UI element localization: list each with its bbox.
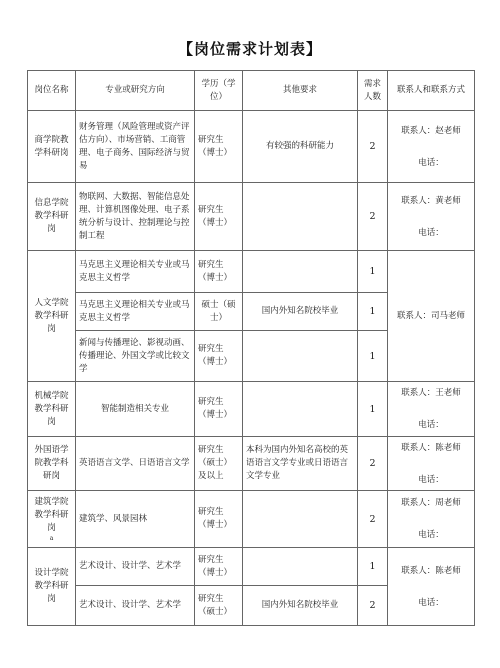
post-name: 外国语学院教学科研岗 [28, 437, 76, 491]
table-row [28, 437, 475, 491]
degree-cell: 研究生（博士） [195, 331, 243, 382]
degree-cell: 研究生（硕士） [195, 586, 243, 626]
post-name-tag: a [49, 534, 54, 542]
other-requirements: 本科为国内外知名高校的英语语言文学专业或日语语言文学专业 [243, 437, 358, 491]
header-other: 其他要求 [243, 71, 358, 111]
post-name: 设计学院教学科研岗 [28, 548, 76, 626]
table-row [28, 382, 475, 437]
post-name: 人文学院教学科研岗 [28, 251, 76, 382]
contact-person: 联系人：赵老师 [401, 125, 461, 136]
degree-cell: 研究生（博士） [195, 183, 243, 251]
post-name: 建筑学院教学科研岗 [34, 496, 69, 533]
headcount: 2 [358, 586, 388, 626]
major-cell: 智能制造相关专业 [76, 382, 195, 437]
degree-cell: 研究生（博士） [195, 382, 243, 437]
contact-cell [388, 491, 475, 548]
contact-person: 联系人：黄老师 [401, 195, 461, 206]
contact-cell [388, 548, 475, 626]
headcount: 1 [358, 548, 388, 586]
contact-cell [388, 111, 475, 183]
other-requirements [243, 331, 358, 382]
other-requirements [243, 491, 358, 548]
other-requirements [243, 382, 358, 437]
major-cell: 马克思主义理论相关专业或马克思主义哲学 [76, 293, 195, 331]
table-row [28, 491, 475, 548]
degree-cell: 研究生（博士） [195, 548, 243, 586]
major-cell: 英语语言文学、日语语言文学 [76, 437, 195, 491]
contact-cell [388, 251, 475, 382]
degree-cell: 研究生（博士） [195, 111, 243, 183]
major-cell: 马克思主义理论相关专业或马克思主义哲学 [76, 251, 195, 293]
major-cell: 艺术设计、设计学、艺术学 [76, 548, 195, 586]
job-requirements-table [27, 70, 475, 626]
table-row [28, 548, 475, 586]
headcount: 1 [358, 331, 388, 382]
degree-cell: 硕士（硕士） [195, 293, 243, 331]
other-requirements: 国内外知名院校毕业 [243, 293, 358, 331]
header-row [28, 71, 475, 111]
major-cell: 艺术设计、设计学、艺术学 [76, 586, 195, 626]
major-cell: 财务管理（风险管理或资产评估方向）、市场营销、工商管理、电子商务、国际经济与贸易 [76, 111, 195, 183]
other-requirements [243, 548, 358, 586]
other-requirements [243, 251, 358, 293]
headcount: 1 [358, 382, 388, 437]
contact-phone: 电话： [418, 597, 444, 608]
header-major: 专业或研究方向 [76, 71, 195, 111]
header-count: 需求人数 [358, 71, 388, 111]
major-cell: 新闻与传播理论、影视动画、传播理论、外国文学或比较文学 [76, 331, 195, 382]
header-contact: 联系人和联系方式 [388, 71, 475, 111]
major-cell: 物联网、大数据、智能信息处理、计算机图像处理、电子系统分析与设计、控制理论与控制工程 [76, 183, 195, 251]
major-cell: 建筑学、风景园林 [76, 491, 195, 548]
header-degree: 学历（学位） [195, 71, 243, 111]
contact-person: 联系人：陈老师 [401, 442, 461, 453]
headcount: 2 [358, 183, 388, 251]
headcount: 1 [358, 293, 388, 331]
degree-cell: 研究生（博士） [195, 491, 243, 548]
contact-phone: 电话： [418, 420, 444, 430]
other-requirements: 国内外知名院校毕业 [243, 586, 358, 626]
headcount: 2 [358, 111, 388, 183]
degree-cell: 研究生（硕士）及以上 [195, 437, 243, 491]
contact-person: 联系人：陈老师 [401, 565, 461, 576]
degree-cell: 研究生（博士） [195, 251, 243, 293]
contact-cell [388, 183, 475, 251]
other-requirements: 有较强的科研能力 [243, 111, 358, 183]
post-name: 信息学院教学科研岗 [28, 183, 76, 251]
table-row [28, 251, 475, 293]
table-row [28, 111, 475, 183]
other-requirements [243, 183, 358, 251]
contact-person: 联系人：王老师 [401, 388, 461, 398]
contact-person: 联系人：司马老师 [396, 311, 465, 321]
contact-phone: 电话： [418, 530, 444, 540]
post-name: 商学院教学科研岗 [28, 111, 76, 183]
headcount: 2 [358, 491, 388, 548]
contact-phone: 电话： [418, 474, 444, 485]
page-title: 【岗位需求计划表】 [177, 40, 322, 58]
contact-phone: 电话： [418, 227, 444, 238]
contact-person: 联系人：周老师 [401, 498, 461, 508]
header-post: 岗位名称 [28, 71, 76, 111]
headcount: 1 [358, 251, 388, 293]
post-name-cell [28, 491, 76, 548]
contact-phone: 电话： [418, 157, 444, 168]
contact-cell [388, 382, 475, 437]
post-name: 机械学院教学科研岗 [28, 382, 76, 437]
headcount: 2 [358, 437, 388, 491]
table-row [28, 183, 475, 251]
contact-cell [388, 437, 475, 491]
